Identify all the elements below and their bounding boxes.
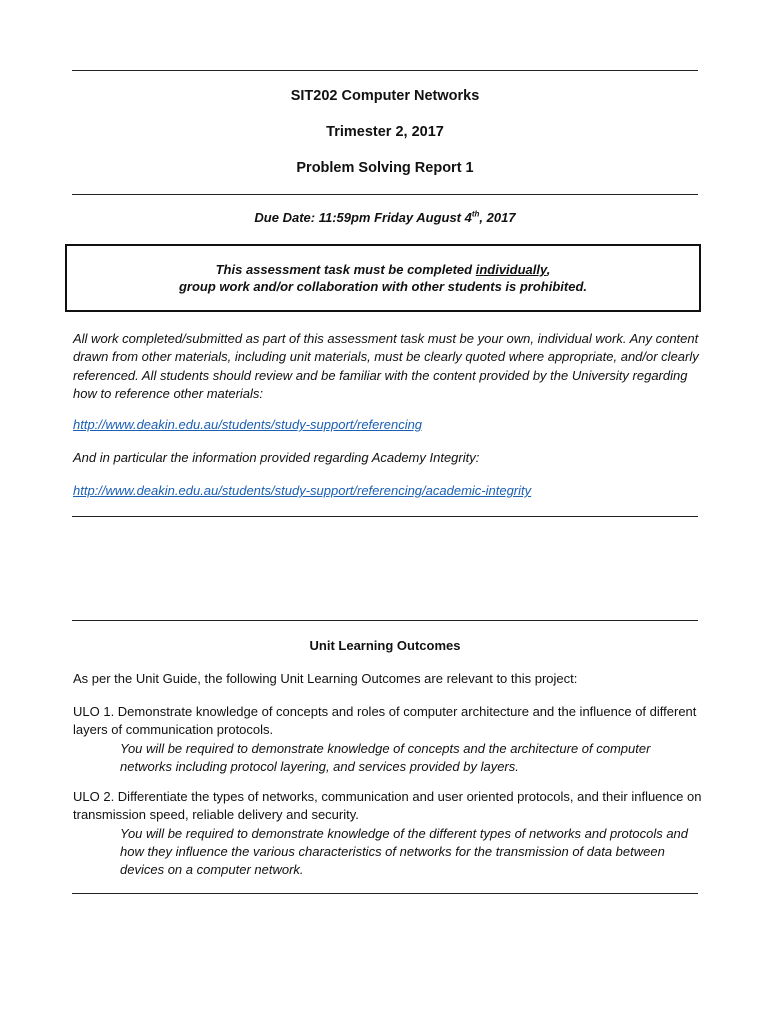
- due-date-prefix: Due Date: 11:59pm Friday August 4: [254, 210, 472, 225]
- notice-line-1-end: ,: [546, 262, 551, 277]
- ulo-2: [73, 788, 703, 879]
- notice-line-1-text: This assessment task must be completed: [215, 262, 476, 277]
- ulo-1-title: ULO 1. Demonstrate knowledge of concepts and roles of computer architecture and the influence of different layers of communication protocols.: [73, 704, 697, 738]
- ulo-2-title: ULO 2. Differentiate the types of networks, communication and user oriented protocols, and their influence on transmission speed, reliable delivery and security.: [73, 789, 702, 823]
- outcomes-top-rule: [72, 620, 698, 621]
- ulo-1-detail: You will be required to demonstrate knowledge of concepts and the architecture of computer networks including protocol layering, and services provided by layers.: [120, 740, 651, 774]
- referencing-link[interactable]: http://www.deakin.edu.au/students/study-support/referencing: [73, 417, 423, 432]
- ulo-2-detail: You will be required to demonstrate knowledge of the different types of networks and protocols and how they influence the various characteristics of networks for the transmission of data between devices on a computer network.: [120, 825, 689, 878]
- ulo-1: [73, 703, 703, 776]
- integrity-paragraph: All work completed/submitted as part of this assessment task must be your own, individual work. Any content drawn from other materials, including unit materials, must be clearly quoted where appropriate, and/or clearly referenced. All students should review and be familiar with the content provided by the University regarding how to reference other materials:: [73, 331, 699, 401]
- notice-line-2: group work and/or collaboration with other students is prohibited.: [178, 279, 588, 294]
- integrity-mid-text: And in particular the information provided regarding Academy Integrity:: [73, 450, 480, 465]
- outcomes-heading: Unit Learning Outcomes: [309, 638, 461, 653]
- notice-line-1: [216, 261, 551, 278]
- report-title: Problem Solving Report 1: [296, 160, 474, 176]
- integrity-bottom-rule: [72, 516, 698, 517]
- academic-integrity-link[interactable]: http://www.deakin.edu.au/students/study-support/referencing/academic-integrity: [73, 483, 532, 498]
- outcomes-bottom-rule: [72, 893, 698, 894]
- due-date-suffix: , 2017: [479, 210, 516, 225]
- top-rule: [72, 70, 698, 71]
- outcomes-intro: As per the Unit Guide, the following Unit Learning Outcomes are relevant to this project:: [73, 671, 578, 686]
- header-bottom-rule: [72, 194, 698, 195]
- individual-work-notice: [65, 244, 701, 312]
- trimester-title: Trimester 2, 2017: [326, 124, 444, 140]
- due-date: [72, 210, 698, 225]
- unit-title: SIT202 Computer Networks: [290, 88, 480, 104]
- due-date-sup: th: [471, 209, 480, 219]
- notice-emphasis: individually: [475, 262, 547, 277]
